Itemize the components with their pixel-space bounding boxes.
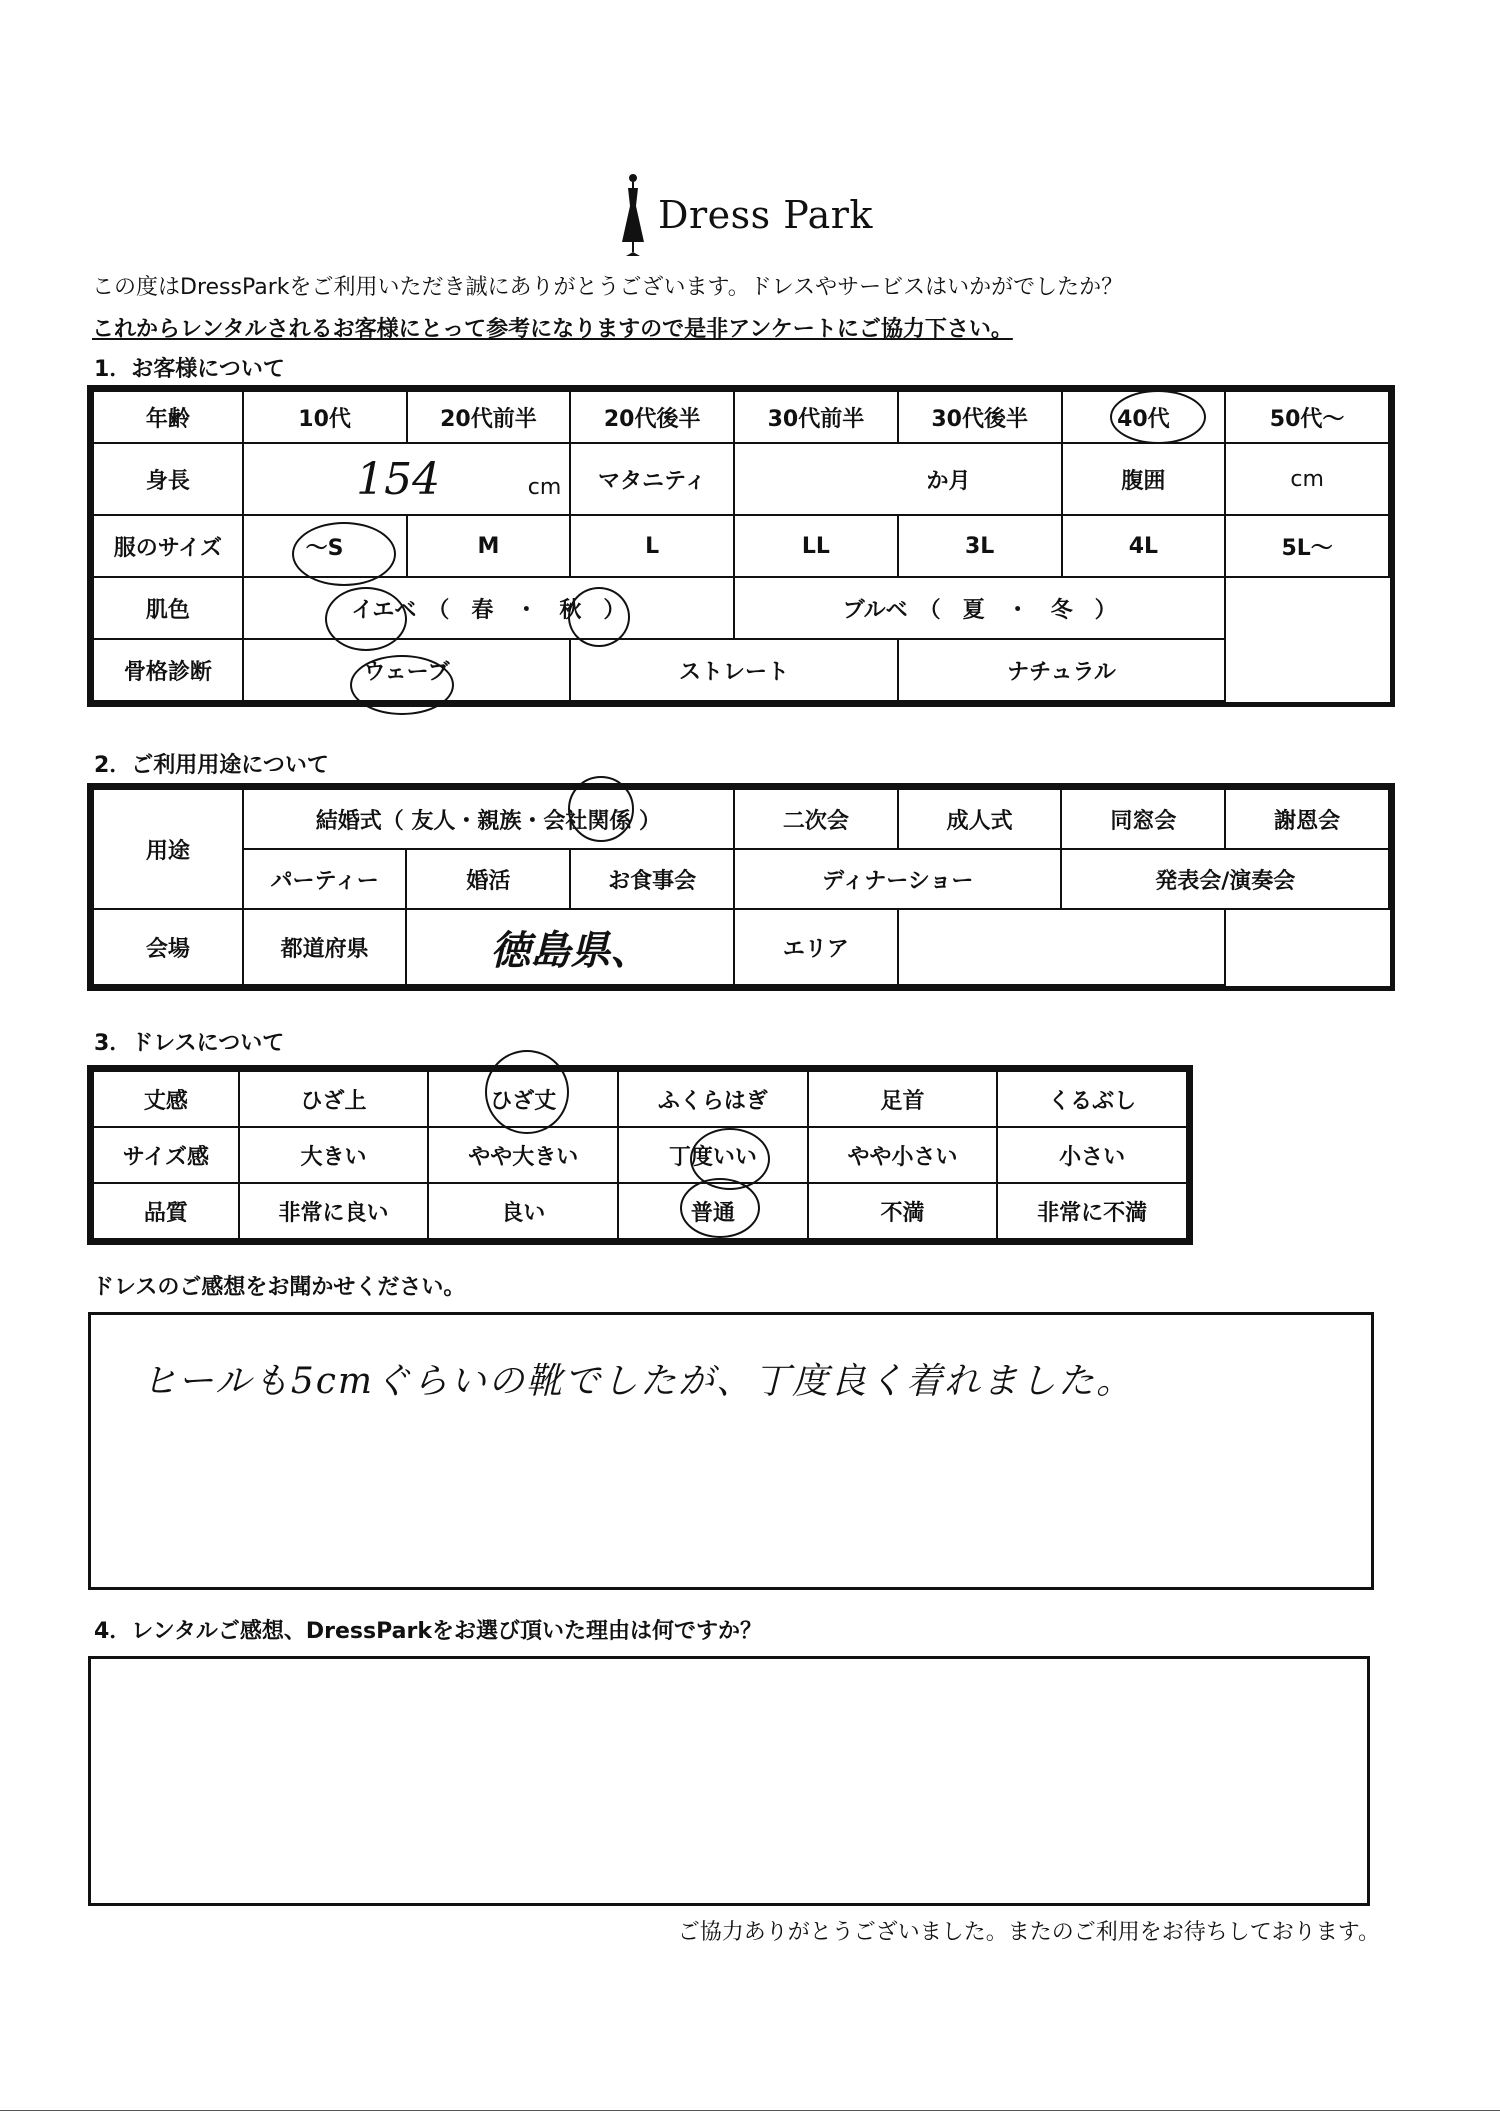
footer-line — [0, 2110, 1500, 2111]
purpose-table — [92, 788, 1390, 986]
intro-line-1: この度はDressParkをご利用いただき誠にありがとうございます。ドレスやサービスはいかがでしたか？ — [92, 275, 1124, 300]
quality-option[interactable]: 非常に不満 — [997, 1183, 1187, 1239]
empty-cell — [1225, 909, 1389, 985]
impressions-box[interactable] — [88, 1312, 1374, 1590]
fit-option[interactable]: やや大きい — [428, 1127, 618, 1183]
empty-cell — [1225, 577, 1389, 639]
age-option[interactable]: 20代前半 — [407, 391, 571, 443]
skin-yellow-option[interactable]: イエベ （ 春 ・ 秋 ） — [243, 577, 734, 639]
fit-option[interactable]: 小さい — [997, 1127, 1187, 1183]
quality-option-selected[interactable]: 普通 — [618, 1183, 808, 1239]
age-option[interactable]: 10代 — [243, 391, 407, 443]
fit-label: サイズ感 — [93, 1127, 239, 1183]
size-option[interactable]: LL — [734, 515, 898, 577]
height-cell[interactable] — [243, 443, 571, 515]
age-option[interactable]: 30代後半 — [898, 391, 1062, 443]
section-3-title: 3．ドレスについて — [94, 1031, 285, 1056]
waist-label: 腹囲 — [1062, 443, 1226, 515]
purpose-option[interactable]: 成人式 — [898, 789, 1062, 849]
closing-message: ご協力ありがとうございました。またのご利用をお待ちしております。 — [677, 1920, 1380, 1945]
quality-option[interactable]: 非常に良い — [239, 1183, 429, 1239]
purpose-wedding-option[interactable]: 結婚式（ 友人・親族・会社関係 ） — [243, 789, 734, 849]
size-option[interactable]: 5L～ — [1225, 515, 1389, 577]
length-option[interactable]: ふくらはぎ — [618, 1071, 808, 1127]
size-label: 服のサイズ — [93, 515, 243, 577]
dress-table — [92, 1070, 1188, 1240]
logo-text: Dress Park — [658, 193, 873, 237]
fit-option[interactable]: 大きい — [239, 1127, 429, 1183]
frame-option[interactable]: ナチュラル — [898, 639, 1225, 701]
age-label: 年齢 — [93, 391, 243, 443]
length-option-selected[interactable]: ひざ丈 — [428, 1071, 618, 1127]
purpose-option[interactable]: 二次会 — [734, 789, 898, 849]
height-value: 154 — [356, 453, 441, 505]
purpose-option[interactable]: パーティー — [243, 849, 407, 909]
age-option-selected[interactable]: 40代 — [1062, 391, 1226, 443]
section-4-question: 4．レンタルご感想、DressParkをお選び頂いた理由は何ですか？ — [94, 1619, 762, 1644]
age-option[interactable]: 30代前半 — [734, 391, 898, 443]
reason-box[interactable] — [88, 1656, 1370, 1906]
purpose-option[interactable]: 婚活 — [406, 849, 570, 909]
size-option[interactable]: 3L — [898, 515, 1062, 577]
venue-label: 会場 — [93, 909, 243, 985]
size-option[interactable]: M — [407, 515, 571, 577]
maternity-unit[interactable]: か月 — [734, 443, 1062, 515]
quality-option[interactable]: 不満 — [808, 1183, 998, 1239]
fit-option[interactable]: やや小さい — [808, 1127, 998, 1183]
size-option[interactable]: L — [570, 515, 734, 577]
area-label: エリア — [734, 909, 898, 985]
intro-line-2: これからレンタルされるお客様にとって参考になりますので是非アンケートにご協力下さい。 — [92, 317, 1013, 342]
purpose-option[interactable]: 謝恩会 — [1225, 789, 1389, 849]
age-option[interactable]: 20代後半 — [570, 391, 734, 443]
dress-icon — [620, 172, 646, 258]
empty-cell — [1225, 639, 1389, 701]
length-option[interactable]: 足首 — [808, 1071, 998, 1127]
area-value[interactable] — [898, 909, 1225, 985]
dresspark-logo — [620, 170, 873, 260]
impressions-answer: ヒールも5cmぐらいの靴でしたが、丁度良く着れました。 — [141, 1361, 1135, 1402]
height-label: 身長 — [93, 443, 243, 515]
purpose-option[interactable]: お食事会 — [570, 849, 734, 909]
skin-blue-option[interactable]: ブルベ （ 夏 ・ 冬 ） — [734, 577, 1225, 639]
section-2-title: 2．ご利用用途について — [94, 753, 329, 778]
quality-label: 品質 — [93, 1183, 239, 1239]
height-unit: cm — [527, 474, 562, 500]
pref-label: 都道府県 — [243, 909, 407, 985]
waist-unit[interactable]: cm — [1225, 443, 1389, 515]
frame-option[interactable]: ストレート — [570, 639, 897, 701]
length-label: 丈感 — [93, 1071, 239, 1127]
purpose-option[interactable]: 発表会/演奏会 — [1061, 849, 1389, 909]
section-1-title: 1．お客様について — [94, 357, 285, 382]
customer-table — [92, 390, 1390, 702]
purpose-option[interactable]: 同窓会 — [1061, 789, 1225, 849]
fit-option-selected[interactable]: 丁度いい — [618, 1127, 808, 1183]
impressions-question: ドレスのご感想をお聞かせください。 — [92, 1275, 466, 1300]
quality-option[interactable]: 良い — [428, 1183, 618, 1239]
length-option[interactable]: ひざ上 — [239, 1071, 429, 1127]
size-option[interactable]: 4L — [1062, 515, 1226, 577]
frame-label: 骨格診断 — [93, 639, 243, 701]
skin-label: 肌色 — [93, 577, 243, 639]
age-option[interactable]: 50代～ — [1225, 391, 1389, 443]
size-option-selected[interactable]: ～S — [243, 515, 407, 577]
frame-option-selected[interactable]: ウェーブ — [243, 639, 571, 701]
purpose-label: 用途 — [93, 789, 243, 909]
purpose-option[interactable]: ディナーショー — [734, 849, 1061, 909]
pref-value[interactable]: 徳島県、 — [406, 909, 734, 985]
maternity-label: マタニティ — [570, 443, 734, 515]
length-option[interactable]: くるぶし — [997, 1071, 1187, 1127]
